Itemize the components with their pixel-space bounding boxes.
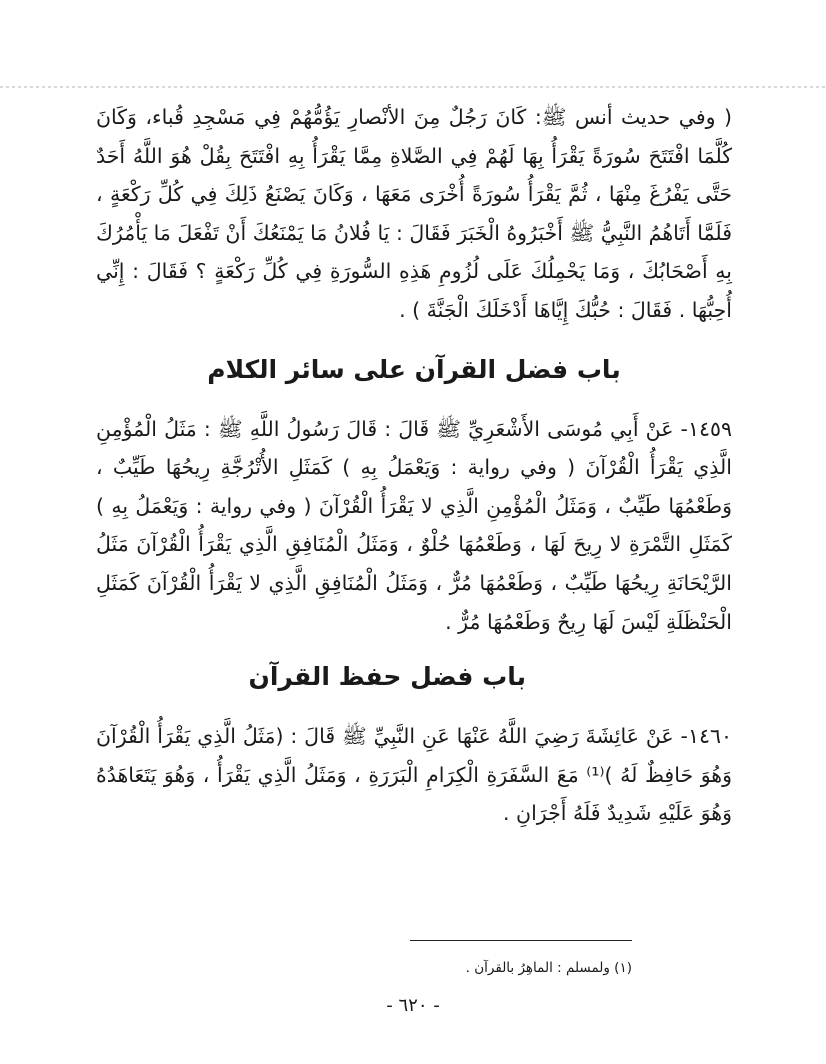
hadith-text: - عَنْ أَبِي مُوسَى الأَشْعَرِيِّ ﷺ قَالَ : قَالَ رَسُولُ اللَّهِ ﷺ : مَثَلُ الْمُؤْمِنِ الَّذِي يَقْرَأُ الْقُرْآنَ ( وفي رواية : وَيَعْمَلُ بِهِ ) كَمَثَلِ الأُتْرُجَّةِ رِيحُهَا طَيِّبٌ ، وَطَعْمُهَا طَيِّبٌ ، وَمَثَلُ الْمُؤْمِنِ الَّذِي لا يَقْرَأُ الْقُرْآنَ ( وفي رواية : وَيَعْمَلُ بِهِ ) كَمَثَلِ التَّمْرَةِ لا رِيحَ لَهَا ، وَطَعْمُهَا حُلْوٌ ، وَمَثَلُ الْمُنَافِقِ الَّذِي يَقْرَأُ الْقُرْآنَ مَثَلُ الرَّيْحَانَةِ رِيحُهَا طَيِّبٌ ، وَطَعْمُهَا مُرٌّ ، وَمَثَلُ الْمُنَافِقِ الَّذِي لا يَقْرَأُ الْقُرْآنَ كَمَثَلِ الْحَنْظَلَةِ لَيْسَ لَهَا رِيحٌ وَطَعْمُهَا مُرٌّ . <box>96 416 732 634</box>
page-number: - ٦٢٠ - <box>386 995 440 1016</box>
opening-hadith-paragraph: ( وفي حديث أنس ﷺ: كَانَ رَجُلٌ مِنَ الأنْصارِ يَؤُمُّهُمْ فِي مَسْجِدِ قُباء، وَكَانَ كُلَّمَا افْتَتَحَ سُورَةً يَقْرَأُ بِهَا لَهُمْ فِي الصَّلاةِ مِمَّا يَقْرَأُ بِهِ افْتَتَحَ بِقُلْ هُوَ اللَّهُ أَحَدٌ حَتَّى يَفْرُغَ مِنْهَا ، ثُمَّ يَقْرَأُ سُورَةً أُخْرَى مَعَهَا ، وَكَانَ يَصْنَعُ ذَلِكَ فِي كُلِّ رَكْعَةٍ ، فَلَمَّا أَتَاهُمُ النَّبِيُّ ﷺ أَخْبَرُوهُ الْخَبَرَ فَقَالَ : يَا فُلانُ مَا يَمْنَعُكَ أَنْ تَفْعَلَ مَا يَأْمُرُكَ بِهِ أَصْحَابُكَ ، وَمَا يَحْمِلُكَ عَلَى لُزُومِ هَذِهِ السُّورَةِ فِي كُلِّ رَكْعَةٍ ؟ فَقَالَ : إِنِّي أُحِبُّهَا . فَقَالَ : حُبُّكَ إِيَّاهَا أَدْخَلَكَ الْجَنَّةَ ) . <box>96 105 732 322</box>
hadith-text: - عَنْ عَائِشَةَ رَضِيَ اللَّهُ عَنْهَا عَنِ النَّبِيِّ ﷺ قَالَ : (مَثَلُ الَّذِي يَقْرَأُ الْقُرْآنَ وَهُوَ حَافِظٌ لَهُ )⁽¹⁾ مَعَ السَّفَرَةِ الْكِرَامِ الْبَرَرَةِ ، وَمَثَلُ الَّذِي يَقْرَأُ ، وَهُوَ يَتَعَاهَدُهُ وَهُوَ عَلَيْهِ شَدِيدٌ فَلَهُ أَجْرَانِ . <box>96 724 733 826</box>
chapter-heading-virtue-of-quran: باب فضل القرآن على سائر الكلام <box>207 354 621 384</box>
hadith-1460-paragraph <box>96 717 732 833</box>
footnote: (١) ولمسلم : الماهِرُ بالقرآن . <box>465 960 632 976</box>
hadith-number: ١٤٥٩ <box>687 416 732 441</box>
hadith-1459-paragraph <box>96 410 732 642</box>
hadith-number: ١٤٦٠ <box>687 724 732 749</box>
chapter-heading-memorizing-quran: باب فضل حفظ القرآن <box>248 662 526 692</box>
book-page-body <box>96 98 732 833</box>
scan-artifact-line <box>0 86 826 88</box>
footnote-divider <box>410 940 632 941</box>
